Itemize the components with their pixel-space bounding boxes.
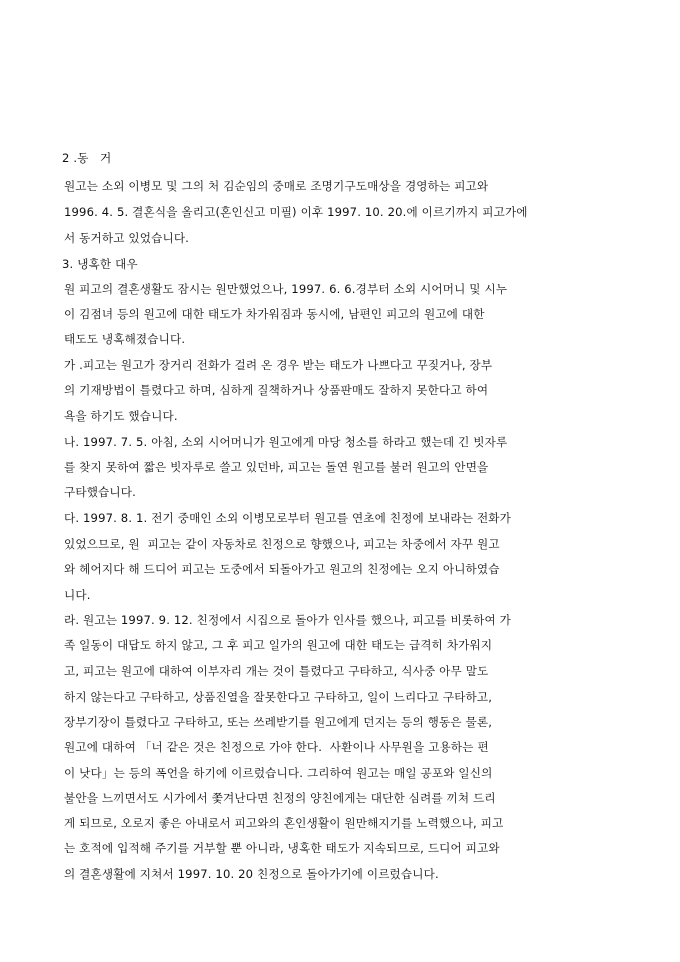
section-3-line-24: 의 결혼생활에 지쳐서 1997. 10. 20 친정으로 돌아가기에 이르렀습니다. (64, 867, 439, 881)
section-3-line-11: 있었으므로, 원 피고는 같이 자동차로 친정으로 향했으나, 피고는 차중에서 자꾸 원고 (64, 537, 500, 551)
section-3-line-5: 의 기재방법이 틀렸다고 하며, 심하게 질책하거나 상품판매도 잘하지 못한다고 하여 (64, 383, 489, 397)
section-2-line-1: 원고는 소외 이병모 및 그의 처 김순임의 중매로 조명기구도매상을 경영하는 피고와 (64, 179, 489, 193)
section-2-line-3: 서 동거하고 있었습니다. (64, 231, 190, 245)
section-3-line-22: 게 되므로, 오로지 좋은 아내로서 피고와의 혼인생활이 원만해지기를 노력했으나, 피고 (64, 816, 504, 830)
section-3-heading: 3. 냉혹한 대우 (62, 257, 138, 271)
section-3-line-14: 라. 원고는 1997. 9. 12. 친정에서 시집으로 돌아가 인사를 했으나, 피고를 비롯하여 가 (64, 613, 512, 627)
section-3-line-6: 욕을 하기도 했습니다. (64, 409, 178, 423)
section-3-line-13: 니다. (64, 588, 91, 602)
section-3-line-15: 족 일동이 대답도 하지 않고, 그 후 피고 일가의 원고에 대한 태도는 급격히 차가워지 (64, 638, 493, 652)
section-3-line-3: 태도도 냉혹해졌습니다. (64, 332, 186, 346)
section-3-line-20: 이 낫다」는 등의 폭언을 하기에 이르렀습니다. 그리하여 원고는 매일 공포와 일신의 (64, 766, 493, 780)
section-3-line-9: 구타했습니다. (64, 485, 136, 499)
section-3-line-12: 와 헤어지다 해 드디어 피고는 도중에서 되돌아가고 원고의 친정에는 오지 아니하였습 (64, 562, 500, 576)
section-3-line-7: 나. 1997. 7. 5. 아침, 소외 시어머니가 원고에게 마당 청소를 하라고 했는데 긴 빗자루 (64, 435, 508, 449)
section-3-line-8: 를 찾지 못하여 짧은 빗자루로 쓸고 있던바, 피고는 돌연 원고를 불러 원고의 안면을 (64, 460, 489, 474)
section-3-line-10: 다. 1997. 8. 1. 전기 중매인 소외 이병모로부터 원고를 연초에 친정에 보내라는 전화가 (64, 511, 512, 525)
section-2-line-2: 1996. 4. 5. 결혼식을 올리고(혼인신고 미필) 이후 1997. 10. 20.에 이르기까지 피고가에 (64, 205, 528, 219)
section-3-line-2: 이 김점녀 등의 원고에 대한 태도가 차가워짐과 동시에, 남편인 피고의 원고에 대한 (64, 307, 485, 321)
section-3-line-17: 하지 않는다고 구타하고, 상품진열을 잘못한다고 구타하고, 일이 느리다고 구타하고, (64, 690, 493, 704)
section-2-heading: 2 .동 거 (62, 151, 112, 165)
section-3-line-23: 는 호적에 입적해 주기를 거부할 뿐 아니라, 냉혹한 태도가 지속되므로, 드디어 피고와 (64, 841, 500, 855)
section-3-line-21: 불안을 느끼면서도 시가에서 쫓겨난다면 친정의 양친에게는 대단한 심려를 끼쳐 드리 (64, 791, 496, 805)
section-3-line-1: 원 피고의 결혼생활도 잠시는 원만했었으나, 1997. 6. 6.경부터 소외 시어머니 및 시누 (64, 282, 508, 296)
section-3-line-19: 원고에 대하여 「너 같은 것은 친정으로 가야 한다. 사환이나 사무원을 고용하는 편 (64, 740, 489, 754)
section-3-line-4: 가 .피고는 원고가 장거리 전화가 걸려 온 경우 받는 태도가 나쁘다고 꾸짖거나, 장부 (64, 358, 493, 372)
section-3-line-16: 고, 피고는 원고에 대하여 이부자리 개는 것이 틀렸다고 구타하고, 식사중 아무 말도 (64, 664, 489, 678)
section-3-line-18: 장부기장이 틀렸다고 구타하고, 또는 쓰레받기를 원고에게 던지는 등의 행동은 물론, (64, 715, 493, 729)
